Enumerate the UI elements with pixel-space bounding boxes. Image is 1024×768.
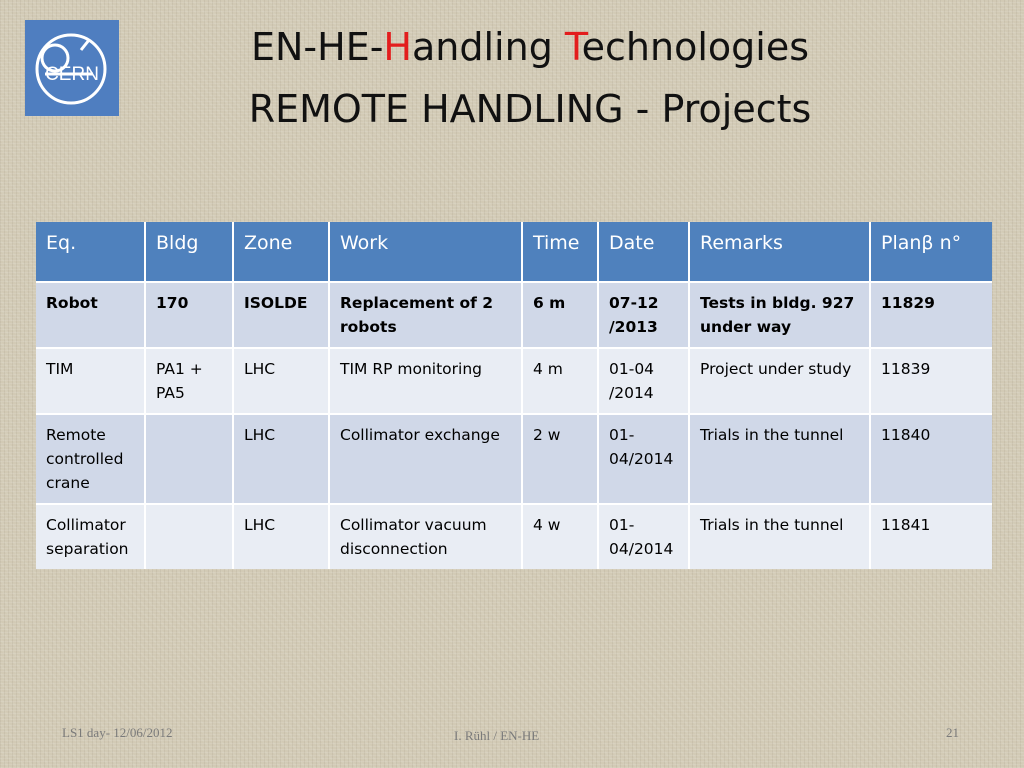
page-title-line2: REMOTE HANDLING - Projects	[248, 87, 812, 131]
cell-time: 4 m	[522, 348, 598, 414]
cell-work: TIM RP monitoring	[329, 348, 522, 414]
cell-eq: TIM	[36, 348, 145, 414]
cell-time: 6 m	[522, 282, 598, 348]
col-header-time: Time	[522, 222, 598, 282]
cell-bldg	[145, 414, 233, 504]
table-row	[36, 414, 992, 504]
page-number: 21	[946, 725, 959, 740]
cell-plan-no: 11839	[870, 348, 992, 414]
cell-bldg: PA1 + PA5	[145, 348, 233, 414]
title-word-handling: andling	[412, 25, 565, 69]
cern-logo-text: CERN	[45, 64, 99, 85]
cell-remarks: Tests in bldg. 927 under way	[689, 282, 870, 348]
cell-bldg: 170	[145, 282, 233, 348]
title-prefix: EN-HE-	[250, 25, 384, 69]
table-header-row	[36, 222, 992, 282]
title-accent-h: H	[383, 25, 412, 69]
page-title-line1	[150, 20, 910, 74]
cell-eq: Robot	[36, 282, 145, 348]
table-row	[36, 504, 992, 569]
cell-remarks: Trials in the tunnel	[689, 504, 870, 569]
cell-work: Replacement of 2 robots	[329, 282, 522, 348]
cern-logo	[25, 20, 119, 116]
table-row	[36, 282, 992, 348]
projects-table	[36, 222, 992, 569]
cell-remarks: Trials in the tunnel	[689, 414, 870, 504]
cell-work: Collimator exchange	[329, 414, 522, 504]
col-header-remarks: Remarks	[689, 222, 870, 282]
col-header-plan-no: Planβ n°	[870, 222, 992, 282]
cell-remarks: Project under study	[689, 348, 870, 414]
cell-plan-no: 11829	[870, 282, 992, 348]
table-row	[36, 348, 992, 414]
cell-zone: LHC	[233, 414, 329, 504]
cell-date: 01-04/2014	[598, 414, 689, 504]
col-header-bldg: Bldg	[145, 222, 233, 282]
cell-time: 4 w	[522, 504, 598, 569]
cell-work: Collimator vacuum disconnection	[329, 504, 522, 569]
col-header-zone: Zone	[233, 222, 329, 282]
cell-plan-no: 11840	[870, 414, 992, 504]
cell-eq: Collimator separation	[36, 504, 145, 569]
title-accent-t: T	[564, 25, 582, 69]
cell-eq: Remote controlled crane	[36, 414, 145, 504]
cell-plan-no: 11841	[870, 504, 992, 569]
cell-bldg	[145, 504, 233, 569]
footer-author: I. Rühl / EN-HE	[454, 728, 540, 743]
cell-date: 07-12 /2013	[598, 282, 689, 348]
col-header-eq: Eq.	[36, 222, 145, 282]
footer-date: LS1 day- 12/06/2012	[62, 725, 173, 740]
cell-date: 01-04/2014	[598, 504, 689, 569]
col-header-date: Date	[598, 222, 689, 282]
title-word-technologies: echnologies	[581, 25, 810, 69]
col-header-work: Work	[329, 222, 522, 282]
cell-date: 01-04 /2014	[598, 348, 689, 414]
cell-time: 2 w	[522, 414, 598, 504]
cell-zone: ISOLDE	[233, 282, 329, 348]
cell-zone: LHC	[233, 348, 329, 414]
cell-zone: LHC	[233, 504, 329, 569]
